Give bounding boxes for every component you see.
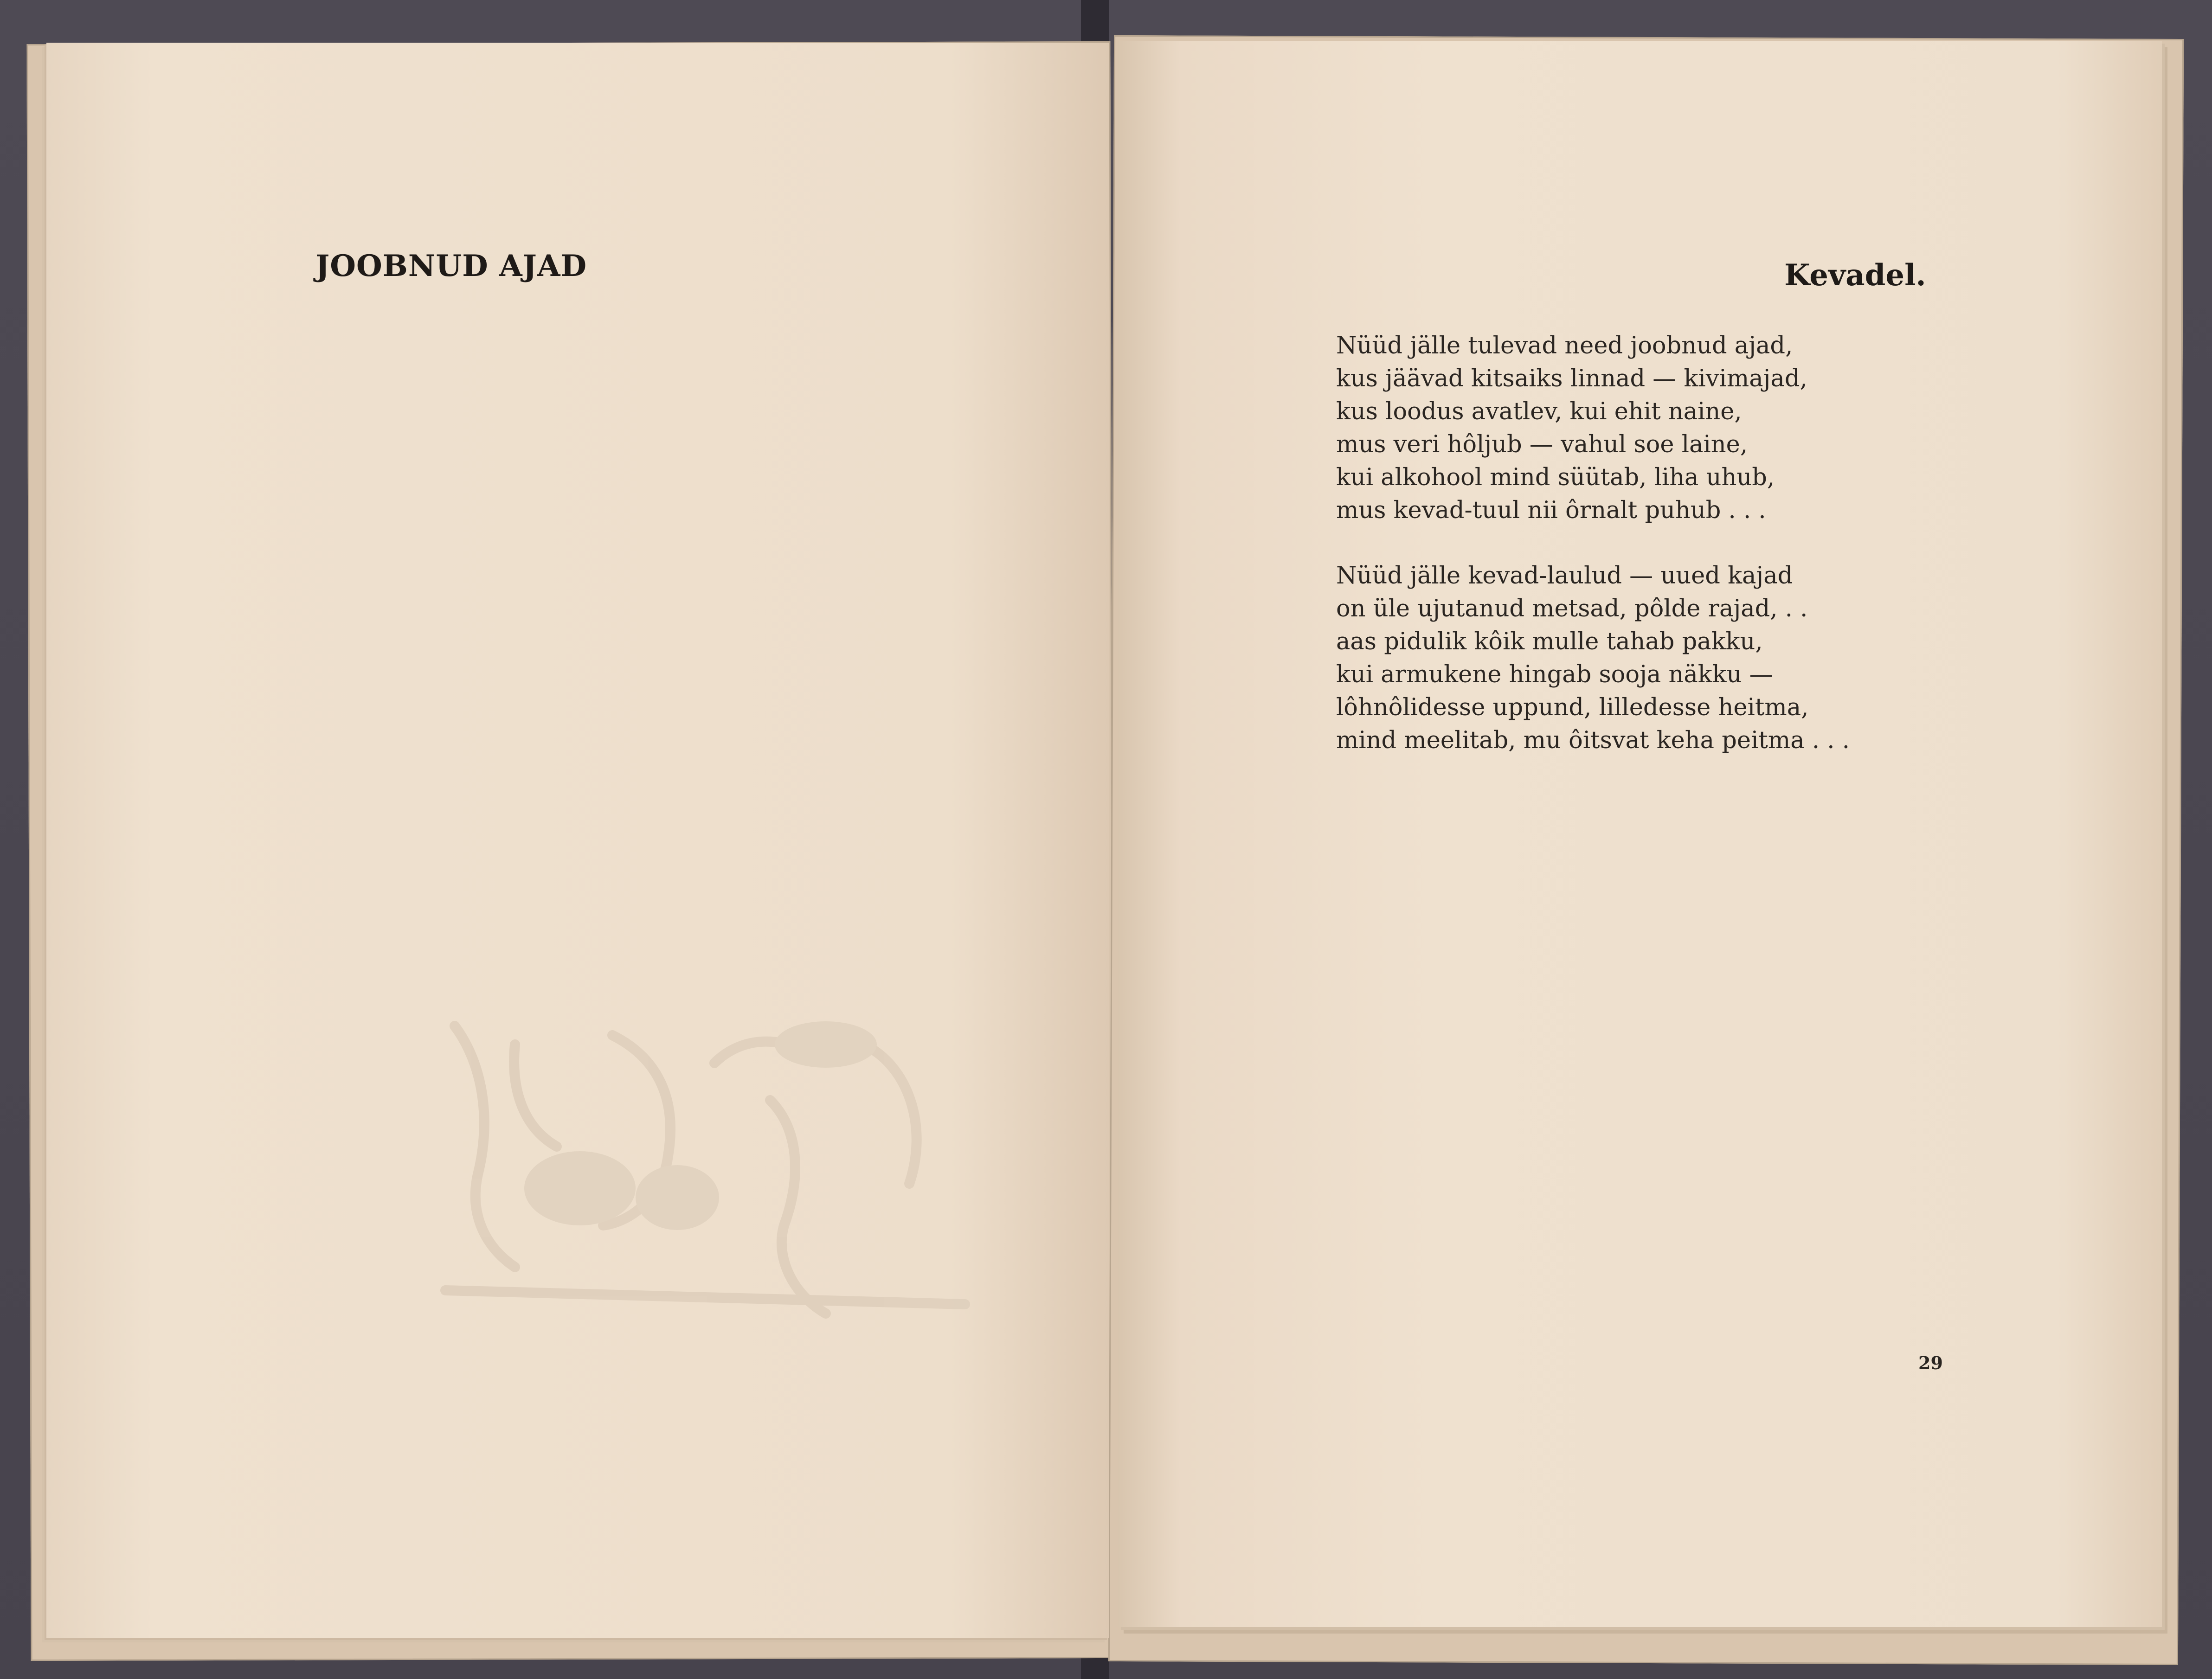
right-page (1118, 41, 2162, 1627)
show-through-illustration (418, 1007, 984, 1332)
section-title: JOOBNUD AJAD (315, 249, 587, 283)
poem-line: aas pidulik kôik mulle tahab pakku, (1336, 628, 1763, 655)
poem-line: on üle ujutanud metsad, pôlde rajad, . . (1336, 595, 1808, 622)
poem-line: lôhnôlidesse uppund, lilledesse heitma, (1336, 694, 1809, 721)
poem-title: Kevadel. (1784, 258, 1926, 293)
poem-stanza-2 (1336, 559, 1850, 757)
poem-line: kui alkohool mind süütab, liha uhub, (1336, 464, 1775, 491)
poem-line: mind meelitab, mu ôitsvat keha peitma . . . (1336, 727, 1850, 754)
left-page (46, 43, 1109, 1638)
poem-line: kus loodus avatlev, kui ehit naine, (1336, 398, 1742, 425)
page-number: 29 (1918, 1352, 1943, 1373)
poem-line: kui armukene hingab sooja näkku — (1336, 661, 1773, 688)
poem-stanza-1 (1336, 329, 1807, 527)
poem-line: Nüüd jälle tulevad need joobnud ajad, (1336, 332, 1793, 359)
poem-line: Nüüd jälle kevad-laulud — uued kajad (1336, 562, 1793, 590)
poem-line: kus jäävad kitsaiks linnad — kivimajad, (1336, 365, 1807, 392)
poem-line: mus veri hôljub — vahul soe laine, (1336, 431, 1748, 458)
poem-line: mus kevad-tuul nii ôrnalt puhub . . . (1336, 497, 1766, 524)
